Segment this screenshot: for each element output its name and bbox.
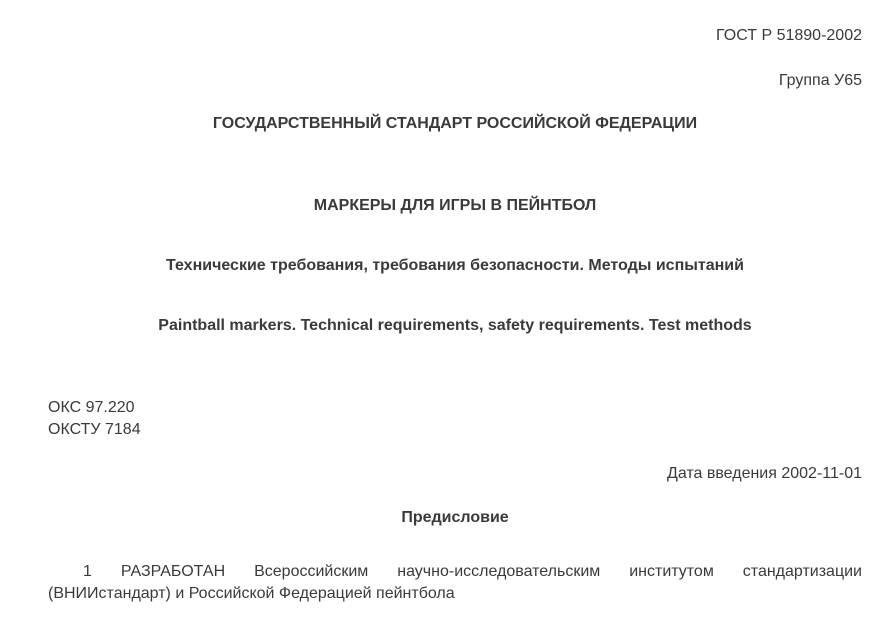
document-page (48, 0, 862, 619)
foreword-heading: Предисловие (401, 509, 509, 526)
standard-designation: ГОСТ Р 51890-2002 (716, 27, 862, 44)
subtitle-english: Paintball markers. Technical requirements, safety requirements. Test methods (158, 317, 752, 334)
foreword-paragraph-1: 1 РАЗРАБОТАН Всероссийским научно-исследовательским институтом стандартизации (ВНИИстандарт) и Российской Федерацией пейнтбола (48, 563, 862, 602)
introduction-date: Дата введения 2002-11-01 (666, 465, 862, 482)
okstu-code: ОКСТУ 7184 (48, 421, 141, 438)
oks-code: ОКС 97.220 (48, 399, 135, 416)
subtitle-russian: Технические требования, требования безопасности. Методы испытаний (166, 257, 744, 274)
group-code: Группа У65 (778, 72, 862, 89)
state-standard-heading: ГОСУДАРСТВЕННЫЙ СТАНДАРТ РОССИЙСКОЙ ФЕДЕРАЦИИ (212, 115, 698, 132)
document-title: МАРКЕРЫ ДЛЯ ИГРЫ В ПЕЙНТБОЛ (313, 197, 597, 214)
